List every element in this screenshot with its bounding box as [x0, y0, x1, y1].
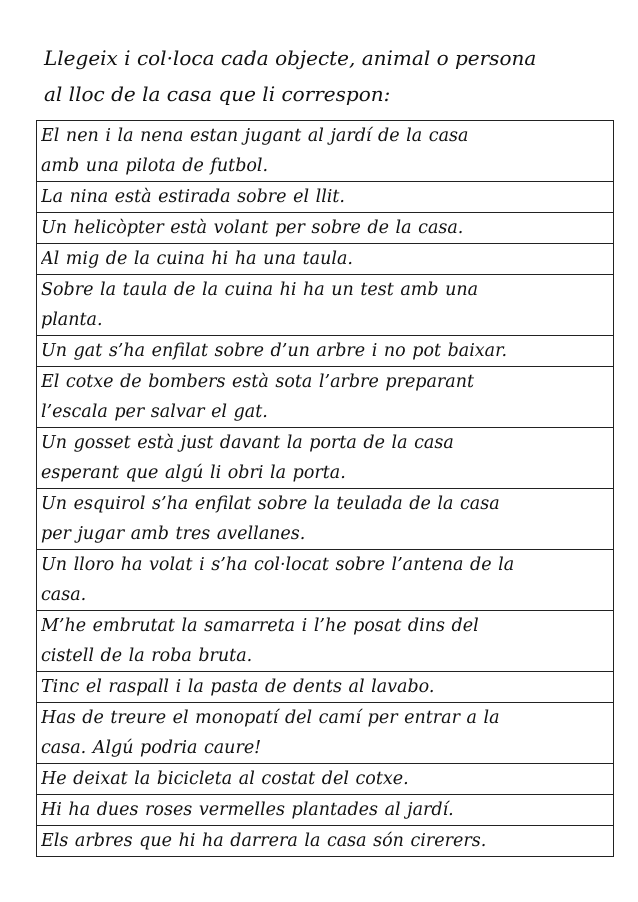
sentence-line: Sobre la taula de la cuina hi ha un test amb una [41, 280, 479, 300]
sentence-line: La nina està estirada sobre el llit. [41, 187, 345, 207]
sentence-cell [37, 795, 614, 826]
sentence-line: casa. [41, 585, 87, 605]
table-row [37, 550, 614, 611]
sentence-cell [37, 428, 614, 489]
table-row [37, 672, 614, 703]
table-row [37, 826, 614, 857]
table-row [37, 367, 614, 428]
sentence-cell [37, 550, 614, 611]
table-row [37, 703, 614, 764]
sentence-line: Un gosset està just davant la porta de la casa [41, 433, 454, 453]
sentence-table [36, 120, 614, 857]
sentence-cell [37, 489, 614, 550]
sentence-line: Un helicòpter està volant per sobre de la casa. [41, 218, 464, 238]
sentence-line: amb una pilota de futbol. [41, 156, 269, 176]
table-row [37, 182, 614, 213]
sentence-line: cistell de la roba bruta. [41, 646, 253, 666]
sentence-cell [37, 367, 614, 428]
sentence-line: He deixat la bicicleta al costat del cotxe. [41, 769, 409, 789]
sentence-line: Hi ha dues roses vermelles plantades al jardí. [41, 800, 454, 820]
table-row [37, 489, 614, 550]
sentence-line: Un gat s’ha enfilat sobre d’un arbre i no pot baixar. [41, 341, 508, 361]
instruction-line-2: al lloc de la casa que li correspon: [44, 82, 391, 106]
sentence-cell [37, 121, 614, 182]
sentence-line: planta. [41, 310, 103, 330]
sentence-line: El nen i la nena estan jugant al jardí de la casa [41, 126, 469, 146]
sentence-line: Un esquirol s’ha enfilat sobre la teulada de la casa [41, 494, 500, 514]
sentence-line: casa. Algú podria caure! [41, 738, 262, 758]
sentence-cell [37, 213, 614, 244]
table-row [37, 244, 614, 275]
sentence-line: Tinc el raspall i la pasta de dents al lavabo. [41, 677, 435, 697]
sentence-line: Has de treure el monopatí del camí per entrar a la [41, 708, 500, 728]
sentence-cell [37, 275, 614, 336]
table-row [37, 764, 614, 795]
sentence-cell [37, 611, 614, 672]
table-row [37, 275, 614, 336]
sentence-line: Un lloro ha volat i s’ha col·locat sobre l’antena de la [41, 555, 515, 575]
sentence-line: per jugar amb tres avellanes. [41, 524, 306, 544]
sentence-cell [37, 764, 614, 795]
sentence-line: esperant que algú li obri la porta. [41, 463, 346, 483]
sentence-cell [37, 826, 614, 857]
table-row [37, 795, 614, 826]
table-row [37, 121, 614, 182]
instruction-title [44, 40, 614, 112]
instruction-line-1: Llegeix i col·loca cada objecte, animal o persona [44, 46, 537, 70]
table-row [37, 336, 614, 367]
sentence-cell [37, 244, 614, 275]
sentence-cell [37, 182, 614, 213]
table-row [37, 213, 614, 244]
table-row [37, 428, 614, 489]
sentence-line: M’he embrutat la samarreta i l’he posat dins del [41, 616, 479, 636]
table-row [37, 611, 614, 672]
sentence-line: Els arbres que hi ha darrera la casa són cirerers. [41, 831, 487, 851]
sentence-table-body [37, 121, 614, 857]
sentence-line: El cotxe de bombers està sota l’arbre preparant [41, 372, 475, 392]
sentence-line: l’escala per salvar el gat. [41, 402, 268, 422]
sentence-line: Al mig de la cuina hi ha una taula. [41, 249, 353, 269]
sentence-cell [37, 703, 614, 764]
sentence-cell [37, 672, 614, 703]
sentence-cell [37, 336, 614, 367]
